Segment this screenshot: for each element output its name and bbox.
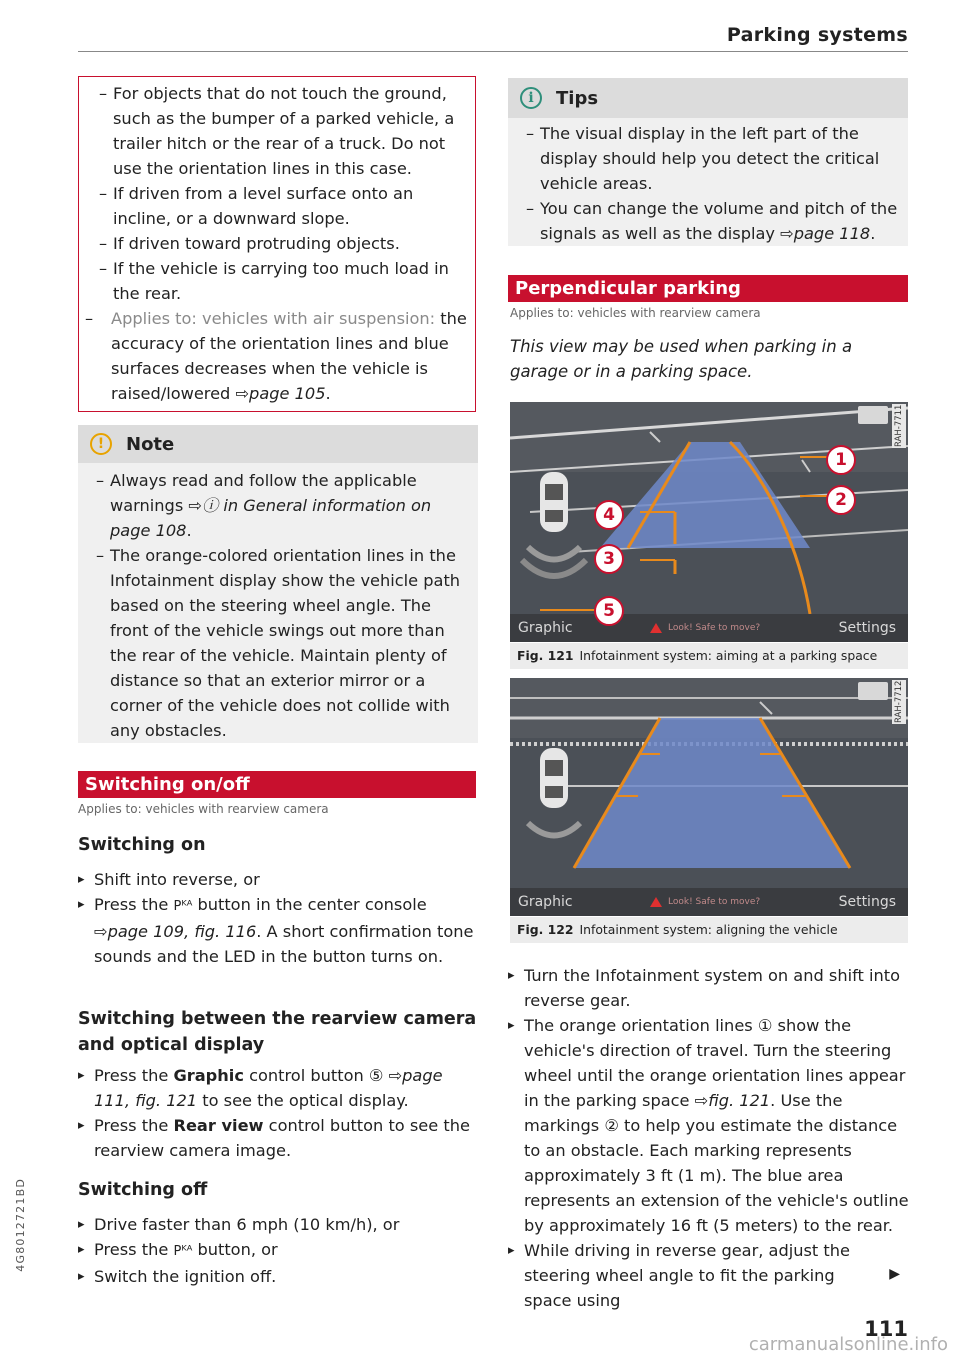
page-ref-link[interactable]: ⇨ⓘ in General information on page 108 — [110, 496, 432, 540]
parking-aid-button-symbol: Pᴷᴬ — [173, 899, 193, 914]
tips-item — [512, 196, 898, 246]
settings-button[interactable]: Settings — [838, 620, 896, 636]
header-rule — [78, 51, 908, 52]
applies-to-text: Applies to: vehicles with rearview camera — [510, 306, 761, 320]
warning-list-item: – If driven toward protruding objects. — [85, 231, 467, 256]
step-item — [78, 1113, 478, 1163]
figure-121-caption — [510, 643, 908, 669]
punctuation: . — [186, 521, 192, 540]
warning-air-suspension-item — [85, 306, 467, 406]
safety-warning — [650, 623, 760, 633]
continue-arrow-icon: ▶ — [889, 1266, 900, 1282]
tips-header — [508, 78, 908, 118]
applies-to-text: Applies to: vehicles with rearview camera — [78, 802, 329, 816]
figure-121-image — [510, 402, 908, 642]
step-text: Press the — [94, 1116, 169, 1135]
settings-button[interactable]: Settings — [838, 894, 896, 910]
figure-id-code: RAH-7712 — [894, 680, 904, 724]
tips-item: – The visual display in the left part of the display should help you detect the critical vehicle areas. — [512, 121, 898, 196]
warning-triangle-icon — [650, 623, 662, 633]
step-item — [508, 1013, 910, 1238]
page-ref-link[interactable]: ⇨page 111, fig. 121 — [94, 1066, 443, 1110]
note-header — [78, 425, 478, 463]
step-item: ▸ Drive faster than 6 mph (10 km/h), or — [78, 1212, 478, 1237]
control-button-name: Graphic — [173, 1066, 244, 1085]
air-suspension-applies: Applies to: vehicles with air suspension: — [111, 309, 436, 328]
section-title-switching: Switching on/off — [78, 771, 476, 798]
subheading-switching-on: Switching on — [78, 835, 206, 855]
page-number: 111 — [864, 1317, 908, 1341]
warning-text: Look! Safe to move? — [668, 623, 761, 633]
step-text: . A short confirmation tone sounds and the LED in the button turns on. — [94, 922, 474, 966]
step-item: ▸ While driving in reverse gear, adjust the steering wheel angle to fit the parking space using — [508, 1238, 910, 1313]
warning-list-item: – For objects that do not touch the ground, such as the bumper of a parked vehicle, a trailer hitch or the rear of a truck. Do not use the orientation lines in this case. — [85, 81, 467, 181]
step-item — [78, 1063, 478, 1113]
step-text: button, or — [197, 1240, 278, 1259]
step-item — [78, 892, 478, 969]
step-text: control button ⑤ — [249, 1066, 384, 1085]
punctuation: . — [325, 384, 331, 403]
figure-122-image — [510, 678, 908, 916]
step-item: ▸ Shift into reverse, or — [78, 867, 478, 892]
callout-marker-1: 1 — [826, 445, 856, 475]
step-text: Press the — [94, 1240, 169, 1259]
camera-mode-icon — [858, 682, 888, 700]
note-title: Note — [126, 433, 175, 455]
callout-marker-2: 2 — [826, 485, 856, 515]
page-ref-link[interactable]: ⇨page 105 — [235, 384, 326, 403]
tips-box — [508, 78, 908, 246]
figure-id-code: RAH-7711 — [894, 404, 904, 448]
caption-text: Infotainment system: aligning the vehicle — [579, 922, 838, 937]
step-item — [78, 1237, 478, 1264]
step-text: Press the — [94, 895, 169, 914]
parking-aid-button-symbol: Pᴷᴬ — [173, 1244, 193, 1259]
warning-continuation-box — [78, 76, 476, 412]
page-ref-link[interactable]: ⇨page 118 — [780, 224, 871, 243]
warning-list-item: – If driven from a level surface onto an incline, or a downward slope. — [85, 181, 467, 231]
graphic-button[interactable]: Graphic — [518, 620, 573, 636]
camera-display-graphic — [510, 678, 908, 916]
camera-mode-icon — [858, 406, 888, 424]
warning-list-item: – If the vehicle is carrying too much load in the rear. — [85, 256, 467, 306]
note-item: – The orange-colored orientation lines in the Infotainment display show the vehicle path based on the steering wheel angle. The front of the vehicle swings out more than the rear of the vehicle. Maintain plenty of distance so that an exterior mirror or a corner of the vehicle does not collide with any obstacles. — [82, 543, 468, 743]
document-code: 4G8012721BD — [14, 1178, 27, 1272]
step-item: ▸ Switch the ignition off. — [78, 1264, 478, 1289]
step-text: . Use the markings ② to help you estimate the distance to an obstacle. Each marking represents approximately 3 ft (1 m). The blue area represents an extension of the vehicle's outline by approximately 16 ft (5 meters) to the rear. — [524, 1091, 909, 1235]
note-item — [82, 468, 468, 543]
subheading-switching-off: Switching off — [78, 1180, 208, 1200]
figure-ref-link[interactable]: ⇨fig. 121 — [694, 1091, 771, 1110]
figure-122-caption — [510, 917, 908, 943]
info-circle-icon: i — [520, 87, 542, 109]
tips-item-text: You can change the volume and pitch of the signals as well as the display — [540, 199, 898, 243]
callout-marker-5: 5 — [594, 596, 624, 626]
callout-marker-4: 4 — [594, 500, 624, 530]
caption-label: Fig. 121 — [517, 648, 574, 663]
camera-control-bar — [510, 888, 908, 916]
graphic-button[interactable]: Graphic — [518, 894, 573, 910]
step-text: control button to see the rearview camera image. — [94, 1116, 470, 1160]
warning-text: Look! Safe to move? — [668, 897, 761, 907]
step-text: The orange orientation lines ① show the vehicle's direction of travel. Turn the steering wheel until the orange orientation lines appear in the parking space — [524, 1016, 906, 1110]
exclamation-circle-icon: ! — [90, 433, 112, 455]
step-text: to see the optical display. — [202, 1091, 409, 1110]
step-item: ▸ Turn the Infotainment system on and shift into reverse gear. — [508, 963, 910, 1013]
tips-title: Tips — [556, 87, 599, 109]
safety-warning — [650, 897, 760, 907]
caption-text: Infotainment system: aiming at a parking space — [579, 648, 878, 663]
punctuation: . — [870, 224, 876, 243]
air-suspension-text: the accuracy of the orientation lines and blue surfaces decreases when the vehicle is raised/lowered — [111, 309, 467, 403]
step-text: Press the — [94, 1066, 169, 1085]
control-button-name: Rear view — [173, 1116, 264, 1135]
watermark: carmanualsonline.info — [748, 1334, 948, 1355]
note-item-text: Always read and follow the applicable warnings — [110, 471, 417, 515]
page-ref-link[interactable]: ⇨page 109, fig. 116 — [94, 922, 257, 941]
note-box — [78, 425, 478, 743]
caption-label: Fig. 122 — [517, 922, 574, 937]
camera-control-bar — [510, 614, 908, 642]
section-title-perpendicular: Perpendicular parking — [508, 275, 908, 302]
warning-triangle-icon — [650, 897, 662, 907]
step-text: button in the center console — [197, 895, 427, 914]
section-intro: This view may be used when parking in a garage or in a parking space. — [510, 337, 853, 381]
callout-marker-3: 3 — [594, 544, 624, 574]
subheading-switching-between: Switching between the rearview camera and optical display — [78, 1009, 477, 1055]
camera-display-graphic — [510, 402, 908, 642]
page-header-title: Parking systems — [726, 24, 908, 46]
